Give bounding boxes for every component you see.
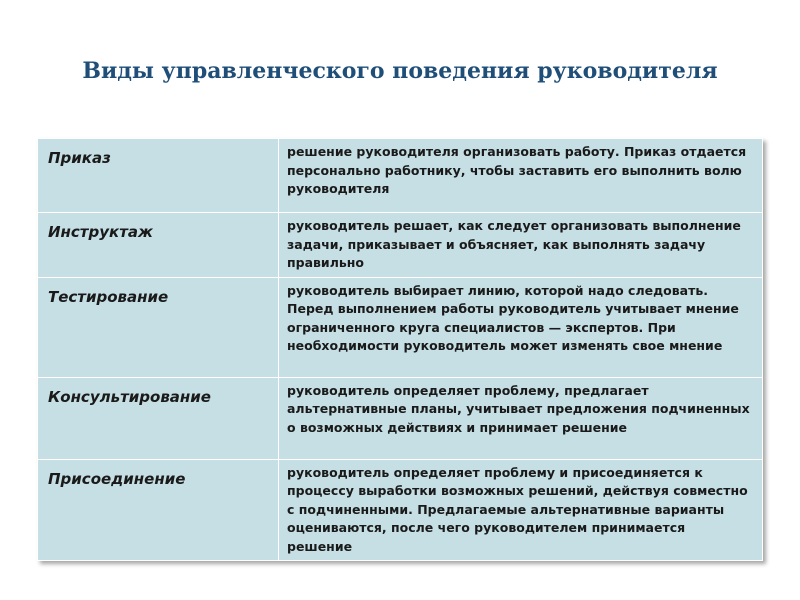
table-row [38,377,763,459]
description-cell: руководитель выбирает линию, которой надо следовать. Перед выполнением работы руководитель учитывает мнение ограниченного круга специалистов — экспертов. При необходимости руководитель может изменять свое мнение [279,277,763,377]
term-cell: Приказ [38,139,279,213]
table-row [38,139,763,213]
table-row [38,213,763,278]
behavior-types-table [37,138,763,561]
term-cell: Консультирование [38,377,279,459]
description-cell: руководитель решает, как следует организовать выполнение задачи, приказывает и объясняет, как выполнять задачу правильно [279,213,763,278]
description-cell: руководитель определяет проблему, предлагает альтернативные планы, учитывает предложения подчиненных о возможных действиях и принимает решение [279,377,763,459]
term-cell: Инструктаж [38,213,279,278]
term-cell: Присоединение [38,459,279,561]
table-row [38,459,763,561]
description-cell: руководитель определяет проблему и присоединяется к процессу выработки возможных решений, действуя совместно с подчиненными. Предлагаемые альтернативные варианты оцениваются, после чего руководителем принимается решение [279,459,763,561]
table-row [38,277,763,377]
slide-title: Виды управленческого поведения руководителя [82,58,718,84]
description-cell: решение руководителя организовать работу. Приказ отдается персонально работнику, чтобы заставить его выполнить волю руководителя [279,139,763,213]
term-cell: Тестирование [38,277,279,377]
